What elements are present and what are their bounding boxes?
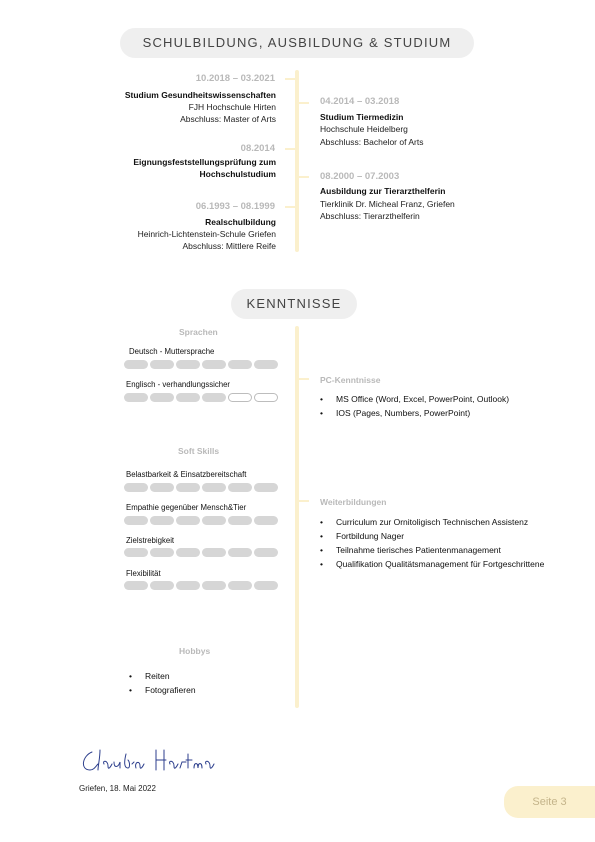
entry-line: Hochschule Heidelberg bbox=[320, 124, 408, 134]
rating-dot-filled bbox=[228, 581, 252, 590]
weiterbildungen-list bbox=[318, 515, 548, 571]
list-item: • Reiten bbox=[127, 669, 267, 683]
rating-dot-filled bbox=[124, 548, 148, 557]
rating-dot-filled bbox=[176, 483, 200, 492]
rating-dot-filled bbox=[150, 516, 174, 525]
rating-dot-filled bbox=[150, 393, 174, 402]
list-item: • Qualifikation Qualitätsmanagement für Fortgeschrittene bbox=[318, 557, 548, 571]
entry-date: 04.2014 – 03.2018 bbox=[320, 96, 400, 107]
rating-dot-empty bbox=[254, 393, 278, 402]
rating-dot-filled bbox=[124, 483, 148, 492]
rating-dot-empty bbox=[228, 393, 252, 402]
rating-dot-filled bbox=[254, 548, 278, 557]
list-item: • Teilnahme tierisches Patientenmanagement bbox=[318, 543, 548, 557]
rating-dot-filled bbox=[254, 516, 278, 525]
entry-title: Ausbildung zur Tierarzthelferin bbox=[320, 186, 446, 196]
skill-rating bbox=[124, 483, 278, 492]
section-title-education: SCHULBILDUNG, AUSBILDUNG & STUDIUM bbox=[120, 28, 474, 58]
sprachen-heading: Sprachen bbox=[179, 327, 218, 337]
entry-date: 08.2000 – 07.2003 bbox=[320, 171, 400, 182]
timeline-tick bbox=[285, 78, 295, 80]
rating-dot-filled bbox=[124, 393, 148, 402]
entry-title: Realschulbildung bbox=[205, 217, 276, 227]
hobbys-list bbox=[127, 669, 267, 697]
rating-dot-filled bbox=[124, 516, 148, 525]
rating-dot-filled bbox=[124, 581, 148, 590]
timeline-tick bbox=[299, 500, 309, 502]
rating-dot-filled bbox=[176, 548, 200, 557]
entry-line: Abschluss: Tierarzthelferin bbox=[320, 211, 420, 221]
page-number: Seite 3 bbox=[504, 786, 595, 818]
list-item: • Fortbildung Nager bbox=[318, 529, 548, 543]
rating-dot-filled bbox=[202, 360, 226, 369]
skill-rating bbox=[124, 516, 278, 525]
rating-dot-filled bbox=[202, 548, 226, 557]
entry-line: Heinrich-Lichtenstein-Schule Griefen bbox=[137, 229, 276, 239]
rating-dot-filled bbox=[150, 548, 174, 557]
rating-dot-filled bbox=[150, 581, 174, 590]
rating-dot-filled bbox=[254, 581, 278, 590]
rating-dot-filled bbox=[150, 483, 174, 492]
weiterbildungen-heading: Weiterbildungen bbox=[320, 497, 387, 507]
rating-dot-filled bbox=[228, 516, 252, 525]
timeline-tick bbox=[299, 378, 309, 380]
list-item: • Fotografieren bbox=[127, 683, 267, 697]
rating-dot-filled bbox=[228, 483, 252, 492]
timeline-tick bbox=[299, 176, 309, 178]
signature bbox=[78, 744, 218, 776]
rating-dot-filled bbox=[228, 548, 252, 557]
skill-label: Englisch - verhandlungssicher bbox=[126, 380, 231, 389]
place-date: Griefen, 18. Mai 2022 bbox=[79, 784, 156, 793]
skill-label: Empathie gegenüber Mensch&Tier bbox=[126, 503, 247, 512]
entry-title: Studium Gesundheitswissenschaften bbox=[124, 90, 276, 100]
skill-label: Zielstrebigkeit bbox=[126, 536, 175, 545]
timeline-tick bbox=[299, 102, 309, 104]
rating-dot-filled bbox=[150, 360, 174, 369]
timeline-skills bbox=[295, 326, 299, 708]
rating-dot-filled bbox=[124, 360, 148, 369]
rating-dot-filled bbox=[176, 581, 200, 590]
entry-title: Hochschulstudium bbox=[199, 169, 276, 179]
entry-line: Tierklinik Dr. Micheal Franz, Griefen bbox=[320, 199, 455, 209]
skill-rating bbox=[124, 581, 278, 590]
rating-dot-filled bbox=[254, 483, 278, 492]
rating-dot-filled bbox=[254, 360, 278, 369]
list-item: • MS Office (Word, Excel, PowerPoint, Outlook) bbox=[318, 392, 568, 406]
rating-dot-filled bbox=[202, 483, 226, 492]
rating-dot-filled bbox=[202, 393, 226, 402]
hobbys-heading: Hobbys bbox=[179, 646, 211, 656]
skill-rating bbox=[124, 548, 278, 557]
timeline-education bbox=[295, 70, 299, 252]
entry-title: Eignungsfeststellungsprüfung zum bbox=[133, 157, 276, 167]
softskills-heading: Soft Skills bbox=[178, 446, 220, 456]
timeline-tick bbox=[285, 148, 295, 150]
skill-rating bbox=[124, 393, 278, 402]
rating-dot-filled bbox=[176, 393, 200, 402]
entry-title: Studium Tiermedizin bbox=[320, 112, 404, 122]
skill-label: Deutsch - Muttersprache bbox=[129, 347, 215, 356]
rating-dot-filled bbox=[228, 360, 252, 369]
entry-line: Abschluss: Master of Arts bbox=[180, 114, 276, 124]
list-item: • IOS (Pages, Numbers, PowerPoint) bbox=[318, 406, 568, 420]
skill-label: Belastbarkeit & Einsatzbereitschaft bbox=[126, 470, 247, 479]
entry-date: 10.2018 – 03.2021 bbox=[195, 73, 275, 84]
entry-date: 06.1993 – 08.1999 bbox=[195, 201, 275, 212]
skill-label: Flexibilität bbox=[126, 569, 161, 578]
timeline-tick bbox=[285, 206, 295, 208]
entry-line: Abschluss: Mittlere Reife bbox=[182, 241, 276, 251]
pc-heading: PC-Kenntnisse bbox=[320, 375, 381, 385]
entry-line: Abschluss: Bachelor of Arts bbox=[320, 137, 424, 147]
pc-list bbox=[318, 392, 568, 420]
entry-line: FJH Hochschule Hirten bbox=[188, 102, 276, 112]
rating-dot-filled bbox=[202, 581, 226, 590]
skill-rating bbox=[124, 360, 278, 369]
rating-dot-filled bbox=[176, 516, 200, 525]
entry-date: 08.2014 bbox=[240, 143, 275, 154]
rating-dot-filled bbox=[176, 360, 200, 369]
section-title-skills: KENNTNISSE bbox=[231, 289, 357, 319]
rating-dot-filled bbox=[202, 516, 226, 525]
list-item: • Curriculum zur Ornitoligisch Technischen Assistenz bbox=[318, 515, 548, 529]
